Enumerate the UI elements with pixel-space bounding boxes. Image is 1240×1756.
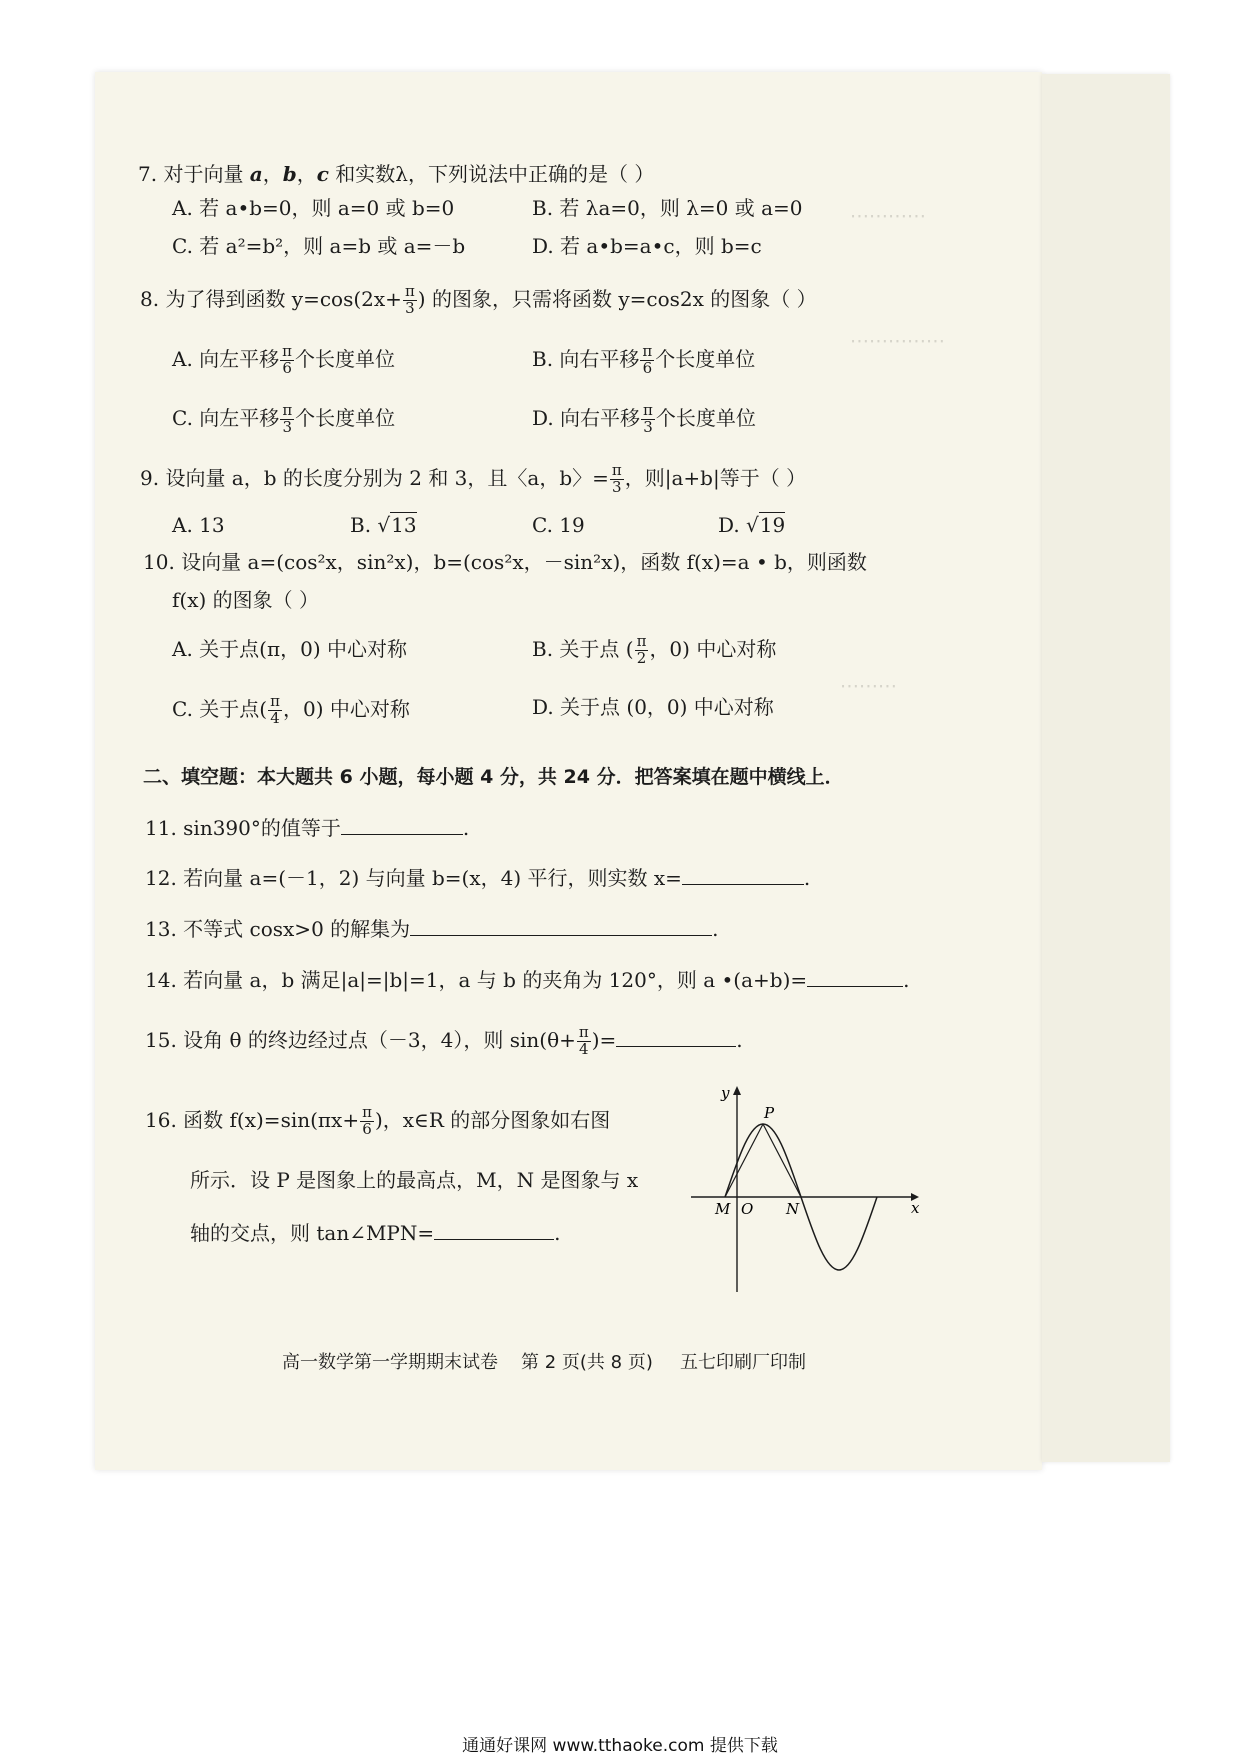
q10-stem-line2: f(x) 的图象（ ） bbox=[172, 588, 320, 612]
bleed-through-mark: ⋯⋯⋯ bbox=[840, 675, 897, 697]
q9-option-d: D. √19 bbox=[718, 513, 786, 537]
q13: 13. 不等式 cosx>0 的解集为 . bbox=[145, 917, 719, 941]
q8-option-b: B. 向右平移 $\frac{\pi}{6}$ 个长度单位 bbox=[532, 342, 756, 377]
fraction-pi-over-6: $\frac{\pi}{6}$ bbox=[282, 342, 293, 377]
segment-mp bbox=[725, 1124, 763, 1197]
q7-stem: 7. 对于向量 a，b，c 和实数λ，下列说法中正确的是（ ） bbox=[138, 162, 655, 186]
fraction-pi-over-3: $\frac{\pi}{3}$ bbox=[611, 461, 622, 496]
q10-option-b: B. 关于点 ( $\frac{\pi}{2}$ ，0) 中心对称 bbox=[532, 632, 777, 667]
q9-option-b: B. √13 bbox=[350, 513, 417, 537]
footer-exam-title: 高一数学第一学期期末试卷 bbox=[282, 1352, 498, 1373]
fraction-pi-over-2: $\frac{\pi}{2}$ bbox=[636, 632, 647, 667]
y-axis-arrow bbox=[733, 1086, 741, 1095]
answer-blank bbox=[410, 917, 712, 936]
point-m-label: M bbox=[715, 1200, 731, 1218]
answer-blank bbox=[341, 816, 463, 835]
q16-line3: 轴的交点，则 tan∠MPN= . bbox=[190, 1221, 561, 1245]
q10-option-d: D. 关于点 (0，0) 中心对称 bbox=[532, 695, 774, 719]
fraction-pi-over-4: $\frac{\pi}{4}$ bbox=[270, 692, 280, 727]
q10-option-c: C. 关于点( $\frac{\pi}{4}$ ，0) 中心对称 bbox=[172, 692, 410, 727]
q14: 14. 若向量 a，b 满足|a|=|b|=1，a 与 b 的夹角为 120°，则 a •(a+b)= . bbox=[145, 968, 910, 992]
q11: 11. sin390°的值等于 . bbox=[145, 816, 470, 840]
q10-stem-line1: 10. 设向量 a=(cos²x，sin²x)，b=(cos²x，－sin²x)，函数 f(x)=a • b，则函数 bbox=[143, 550, 867, 574]
y-axis-label: y bbox=[721, 1084, 730, 1102]
answer-blank bbox=[616, 1028, 736, 1047]
q10-option-a: A. 关于点(π，0) 中心对称 bbox=[172, 637, 407, 661]
q8-stem: 8. 为了得到函数 y=cos(2x+ $\frac{\pi}{3}$ ) 的图象，只需将函数 y=cos2x 的图象（ ） bbox=[140, 282, 817, 317]
x-axis-label: x bbox=[911, 1199, 920, 1217]
bleed-through-mark: ⋯⋯⋯⋯⋯ bbox=[850, 330, 945, 352]
q9-option-a: A. 13 bbox=[172, 513, 225, 537]
fraction-pi-over-3: $\frac{\pi}{3}$ bbox=[643, 401, 653, 436]
q12: 12. 若向量 a=(－1，2) 与向量 b=(x，4) 平行，则实数 x= . bbox=[145, 866, 811, 890]
answer-blank bbox=[807, 968, 903, 987]
fraction-pi-over-3: $\frac{\pi}{3}$ bbox=[282, 401, 293, 436]
bleed-through-mark: ⋯⋯⋯⋯ bbox=[850, 205, 926, 227]
fraction-pi-over-4: $\frac{\pi}{4}$ bbox=[578, 1023, 589, 1058]
point-p-label: P bbox=[764, 1104, 775, 1122]
footer-printer: 五七印刷厂印制 bbox=[680, 1352, 806, 1373]
q7-option-a: A. 若 a•b=0，则 a=0 或 b=0 bbox=[172, 196, 455, 220]
q7-option-b: B. 若 λa=0，则 λ=0 或 a=0 bbox=[532, 196, 803, 220]
q9-option-c: C. 19 bbox=[532, 513, 585, 537]
q7-option-c: C. 若 a²=b²，则 a=b 或 a=－b bbox=[172, 234, 466, 258]
sine-graph bbox=[685, 1082, 925, 1294]
fraction-pi-over-3: $\frac{\pi}{3}$ bbox=[404, 282, 415, 317]
answer-blank bbox=[682, 866, 804, 885]
q7-option-d: D. 若 a•b=a•c，则 b=c bbox=[532, 234, 762, 258]
q9-stem: 9. 设向量 a，b 的长度分别为 2 和 3，且〈a，b〉= $\frac{\pi}{3}$ ，则|a+b|等于（ ） bbox=[140, 461, 807, 496]
footer-page-number: 第 2 页(共 8 页) bbox=[521, 1352, 653, 1373]
q16-line2: 所示．设 P 是图象上的最高点，M，N 是图象与 x bbox=[190, 1168, 639, 1192]
q8-option-c: C. 向左平移 $\frac{\pi}{3}$ 个长度单位 bbox=[172, 401, 396, 436]
adjacent-page-edge bbox=[1042, 74, 1170, 1462]
download-credit: 通通好课网 www.tthaoke.com 提供下载 bbox=[462, 1736, 778, 1756]
origin-label: O bbox=[741, 1200, 754, 1218]
q8-option-a: A. 向左平移 $\frac{\pi}{6}$ 个长度单位 bbox=[172, 342, 396, 377]
q15: 15. 设角 θ 的终边经过点（－3，4），则 sin(θ+ $\frac{\pi}{4}$ )= . bbox=[145, 1023, 743, 1058]
q16-line1: 16. 函数 f(x)=sin(πx+ $\frac{\pi}{6}$ )，x∈R 的部分图象如右图 bbox=[145, 1103, 611, 1138]
answer-blank bbox=[434, 1221, 554, 1240]
q8-option-d: D. 向右平移 $\frac{\pi}{3}$ 个长度单位 bbox=[532, 401, 756, 436]
segment-pn bbox=[763, 1124, 801, 1197]
point-n-label: N bbox=[786, 1200, 800, 1218]
fraction-pi-over-6: $\frac{\pi}{6}$ bbox=[362, 1103, 372, 1138]
section-2-heading: 二、填空题：本大题共 6 小题，每小题 4 分，共 24 分．把答案填在题中横线上． bbox=[143, 766, 844, 788]
fraction-pi-over-6: $\frac{\pi}{6}$ bbox=[642, 342, 653, 377]
